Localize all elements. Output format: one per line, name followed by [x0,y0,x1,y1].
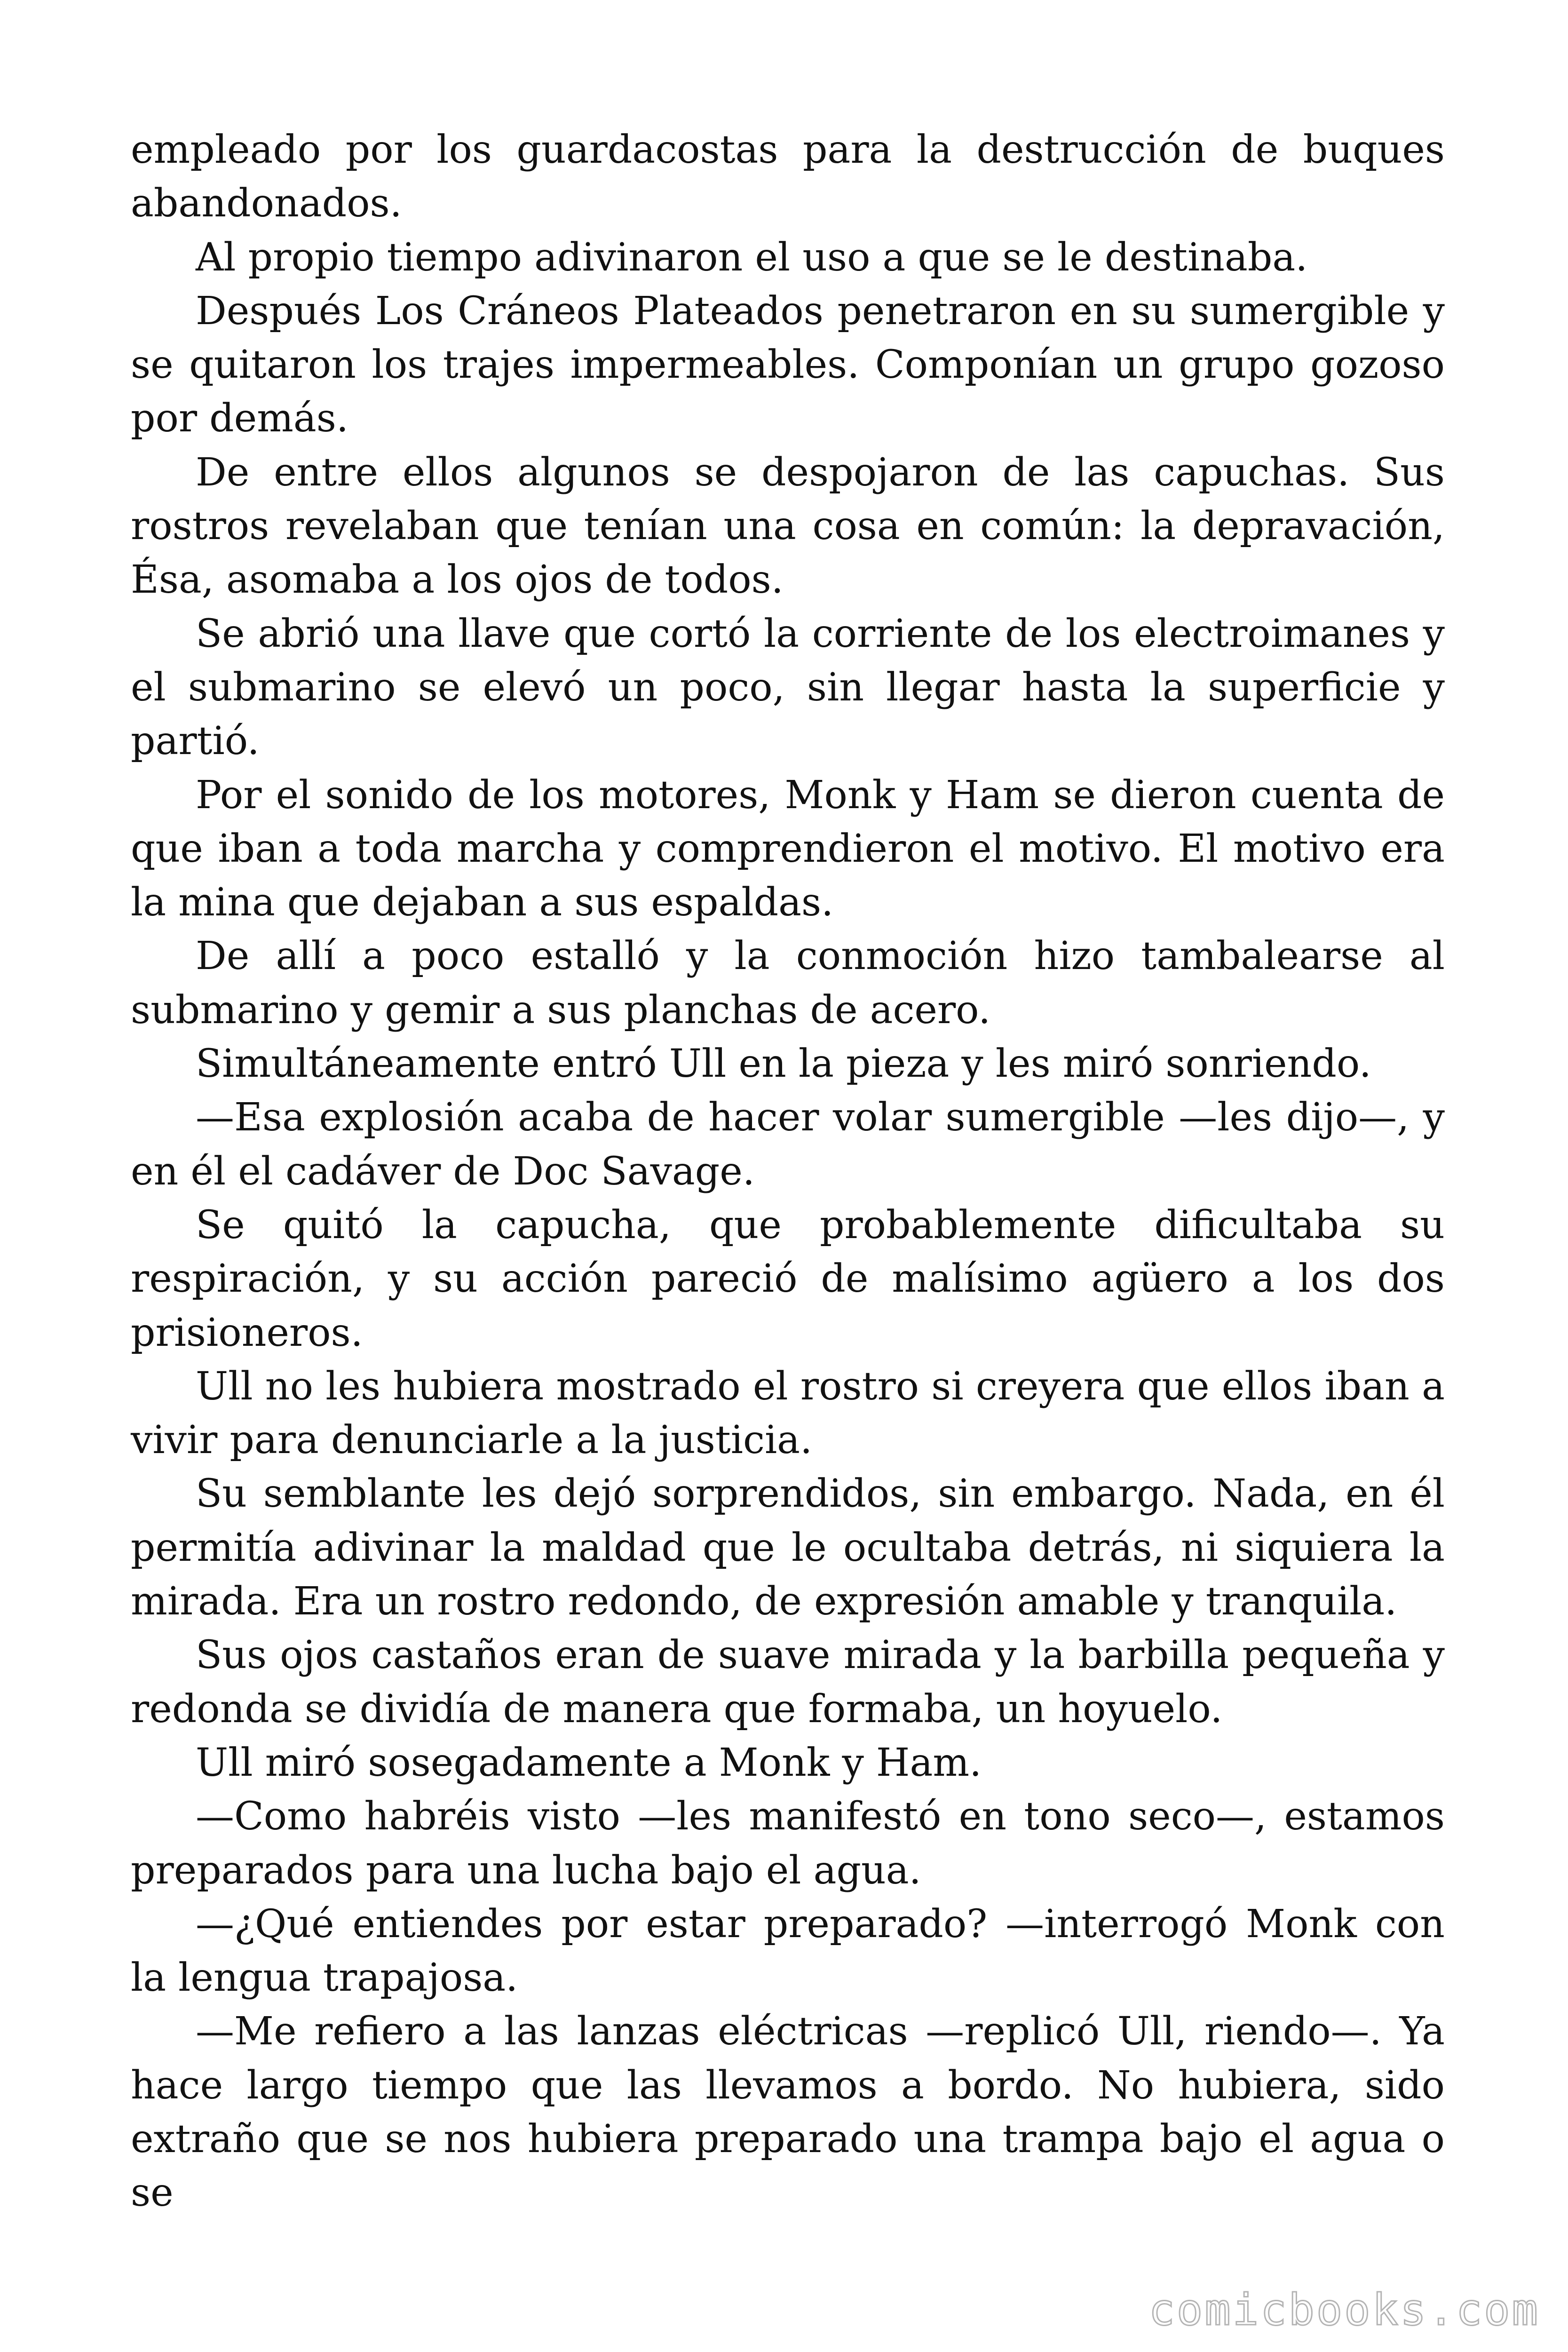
paragraph: —Como habréis visto —les manifestó en tono seco—, estamos preparados para una lucha bajo el agua. [131,1794,1445,1893]
paragraph: Simultáneamente entró Ull en la pieza y les miró sonriendo. [196,1041,1371,1087]
paragraph: Al propio tiempo adivinaron el uso a que se le destinaba. [196,235,1308,280]
paragraph: empleado por los guardacostas para la destrucción de buques abandonados. [131,127,1445,226]
paragraph: Se abrió una llave que cortó la corriente de los electroimanes y el submarino se elevó un poco, sin llegar hasta la superficie y partió. [131,611,1445,764]
paragraph: Su semblante les dejó sorprendidos, sin embargo. Nada, en él permitía adivinar la maldad que le ocultaba detrás, ni siquiera la mirada. Era un rostro redondo, de expresión amable y tranquila. [131,1471,1445,1624]
body-text [131,123,1445,2220]
paragraph: Ull miró sosegadamente a Monk y Ham. [196,1740,982,1785]
paragraph: Después Los Cráneos Plateados penetraron en su sumergible y se quitaron los trajes impermeables. Componían un grupo gozoso por demás. [131,288,1445,441]
paragraph: De allí a poco estalló y la conmoción hizo tambalearse al submarino y gemir a sus planchas de acero. [131,934,1445,1033]
paragraph: —Esa explosión acaba de hacer volar sumergible —les dijo—, y en él el cadáver de Doc Savage. [131,1095,1445,1194]
paragraph: Por el sonido de los motores, Monk y Ham se dieron cuenta de que iban a toda marcha y comprendieron el motivo. El motivo era la mina que dejaban a sus espaldas. [131,772,1445,925]
paragraph: Se quitó la capucha, que probablemente dificultaba su respiración, y su acción pareció de malísimo agüero a los dos prisioneros. [131,1202,1445,1355]
paragraph: —Me refiero a las lanzas eléctricas —replicó Ull, riendo—. Ya hace largo tiempo que las llevamos a bordo. No hubiera, sido extraño que se nos hubiera preparado una trampa bajo el agua o se [131,2009,1445,2216]
paragraph: Ull no les hubiera mostrado el rostro si creyera que ellos iban a vivir para denunciarle a la justicia. [131,1364,1445,1463]
paragraph: Sus ojos castaños eran de suave mirada y la barbilla pequeña y redonda se dividía de manera que formaba, un hoyuelo. [131,1633,1445,1732]
paragraph: De entre ellos algunos se despojaron de las capuchas. Sus rostros revelaban que tenían una cosa en común: la depravación, Ésa, asomaba a los ojos de todos. [131,450,1445,603]
paragraph: —¿Qué entiendes por estar preparado? —interrogó Monk con la lengua trapajosa. [131,1901,1445,2001]
watermark: comicbooks.com [1148,2285,1540,2335]
